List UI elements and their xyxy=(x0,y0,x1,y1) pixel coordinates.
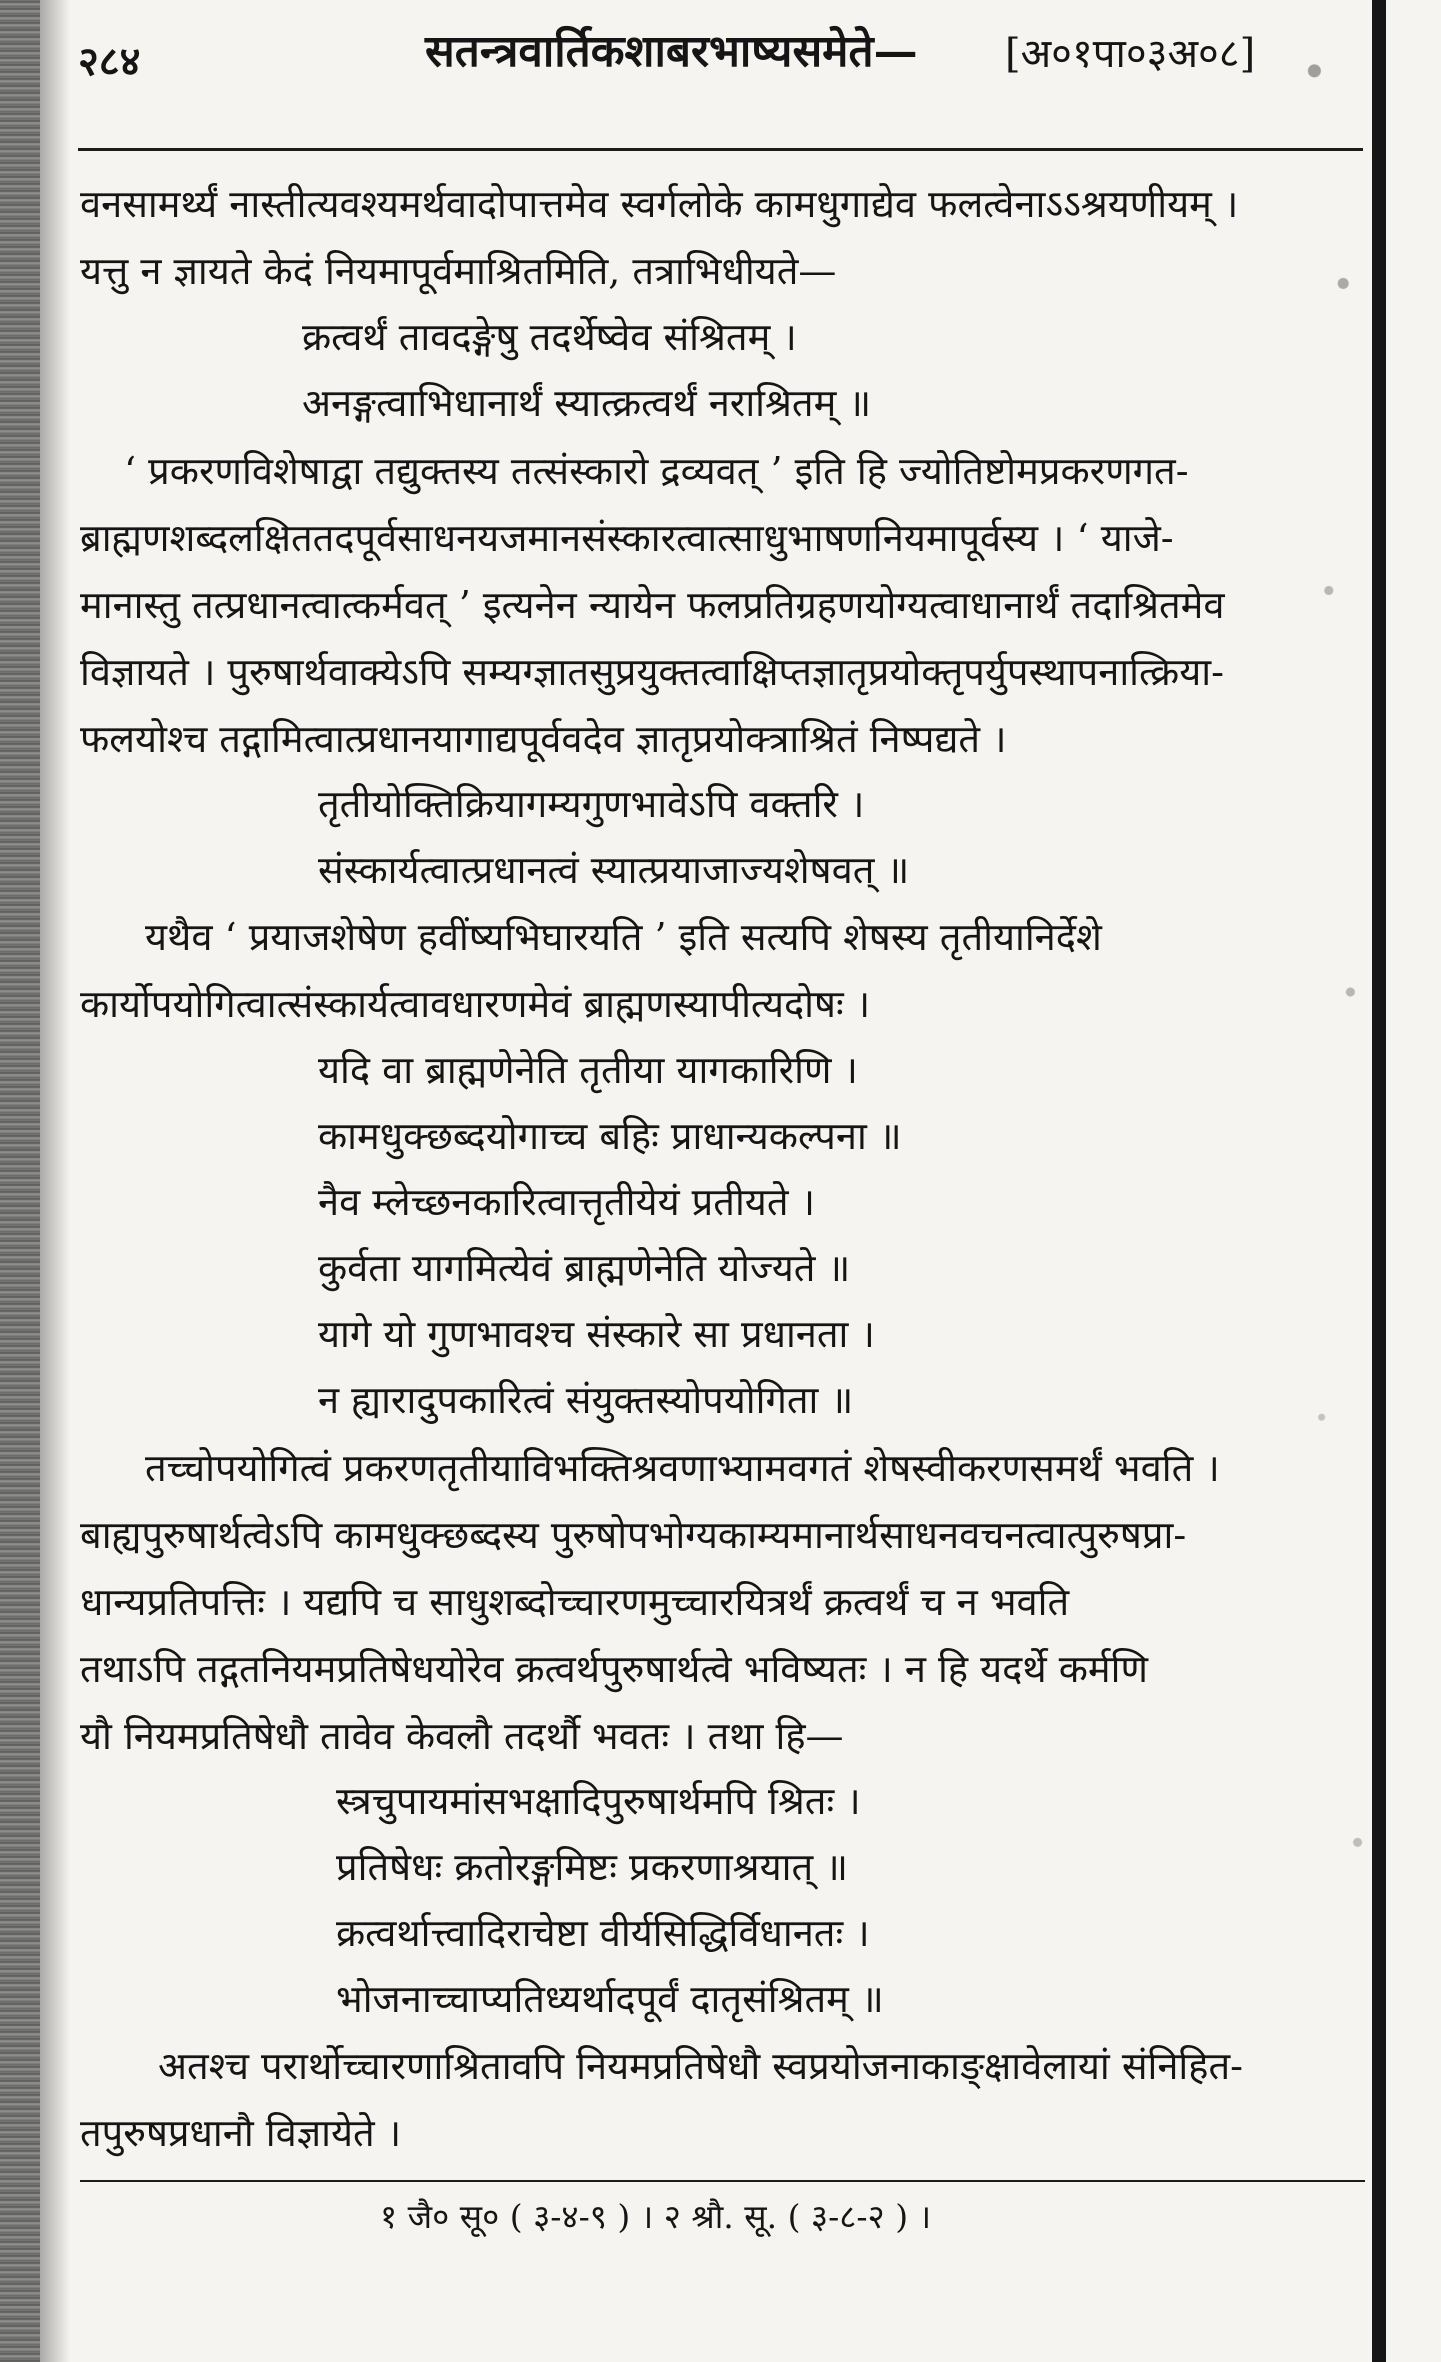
text-line-8: विज्ञायते । पुरुषार्थवाक्येऽपि सम्यग्ज्ञातसुप्रयुक्तत्वाक्षिप्तज्ञातृप्रयोक्तृपर्युपस्थापनात्क्रिया- xyxy=(80,650,1224,694)
text-line-13: कार्योपयोगित्वात्संस्कार्यत्वावधारणमेवं ब्राह्मणस्यापीत्यदोषः । xyxy=(80,982,871,1026)
text-line-22: धान्यप्रतिपत्तिः । यद्यपि च साधुशब्दोच्चारणमुच्चारयित्रर्थं क्रत्वर्थं च न भवति xyxy=(80,1580,1070,1624)
verse-line-14: भोजनाच्चाप्यतिध्यर्थादपूर्वं दातृसंश्रितम् ॥ xyxy=(336,1977,884,2021)
verse-line-5: यदि वा ब्राह्मणेनेति तृतीया यागकारिणि । xyxy=(318,1048,858,1092)
text-line-23: तथाऽपि तद्गतनियमप्रतिषेधयोरेव क्रत्वर्थपुरुषार्थत्वे भविष्यतः । न हि यदर्थे कर्मणि xyxy=(80,1647,1148,1691)
verse-line-13: क्रत्वर्थात्त्वादिराचेष्टा वीर्यसिद्धिर्विधानतः । xyxy=(336,1911,870,1955)
text-line-5: ‘ प्रकरणविशेषाद्वा तद्युक्तस्य तत्संस्कारो द्रव्यवत् ’ इति हि ज्योतिष्टोमप्रकरणगत- xyxy=(124,449,1189,493)
verse-line-6: कामधुक्छब्दयोगाच्च बहिः प्राधान्यकल्पना ॥ xyxy=(318,1114,902,1158)
text-line-20: तच्चोपयोगित्वं प्रकरणतृतीयाविभक्तिश्रवणाभ्यामवगतं शेषस्वीकरणसमर्थं भवति । xyxy=(145,1446,1220,1490)
verse-line-10: न ह्यारादुपकारित्वं संयुक्तस्योपयोगिता ॥ xyxy=(318,1378,854,1422)
verse-line-7: नैव म्लेच्छनकारित्वात्तृतीयेयं प्रतीयते । xyxy=(318,1180,815,1224)
text-line-7: मानास्तु तत्प्रधानत्वात्कर्मवत् ’ इत्यनेन न्यायेन फलप्रतिग्रहणयोग्यत्वाधानार्थं तदाश्रितमेव xyxy=(80,583,1225,627)
binding-shadow-fade xyxy=(40,0,70,2362)
right-page-edge xyxy=(1372,0,1386,2362)
text-line-24: यौ नियमप्रतिषेधौ तावेव केवलौ तदर्थौ भवतः । तथा हि— xyxy=(80,1714,844,1758)
section-reference: [अ०१पा०३अ०८] xyxy=(1005,31,1256,77)
text-line-1: वनसामर्थ्यं नास्तीत्यवश्यमर्थवादोपात्तमेव स्वर्गलोके कामधुगाद्येव फलत्वेनाऽऽश्रयणीयम् । xyxy=(80,182,1239,226)
text-line-12: यथैव ‘ प्रयाजशेषेण हवींष्यभिघारयति ’ इति सत्यपि शेषस्य तृतीयानिर्देशे xyxy=(145,915,1102,959)
verse-line-8: कुर्वता यागमित्येवं ब्राह्मणेनेति योज्यते ॥ xyxy=(318,1246,851,1290)
text-line-21: बाह्यपुरुषार्थत्वेऽपि कामधुक्छब्दस्य पुरुषोपभोग्यकाम्यमानार्थसाधनवचनत्वात्पुरुषप्रा- xyxy=(80,1513,1187,1557)
page-number: २८४ xyxy=(78,38,141,85)
text-line-29: अतश्च परार्थोच्चारणाश्रितावपि नियमप्रतिषेधौ स्वप्रयोजनाकाङ्क्षावेलायां संनिहित- xyxy=(158,2044,1243,2088)
verse-line-11: स्त्रचुपायमांसभक्षादिपुरुषार्थमपि श्रितः । xyxy=(336,1779,861,1823)
verse-line-3: तृतीयोक्तिक्रियागम्यगुणभावेऽपि वक्तरि । xyxy=(318,782,865,826)
footnote: १ जै० सू० ( ३-४-९ ) । २ श्रौ. सू. ( ३-८-२ ) । xyxy=(380,2197,932,2236)
verse-line-4: संस्कार्यत्वात्प्रधानत्वं स्यात्प्रयाजाज्यशेषवत् ॥ xyxy=(318,848,910,892)
text-line-30: तपुरुषप्रधानौ विज्ञायेते । xyxy=(80,2111,402,2155)
header-rule xyxy=(78,148,1363,151)
text-line-9: फलयोश्च तद्गामित्वात्प्रधानयागाद्यपूर्ववदेव ज्ञातृप्रयोक्त्राश्रितं निष्पद्यते । xyxy=(80,717,1007,761)
text-line-6: ब्राह्मणशब्दलक्षिततदपूर्वसाधनयजमानसंस्कारत्वात्साधुभाषणनियमापूर्वस्य । ‘ याजे- xyxy=(80,516,1174,560)
binding-shadow xyxy=(0,0,40,2362)
verse-line-1: क्रत्वर्थं तावदङ्गेषु तदर्थेष्वेव संश्रितम् । xyxy=(302,315,797,359)
verse-line-9: यागे यो गुणभावश्च संस्कारे सा प्रधानता । xyxy=(318,1312,875,1356)
text-line-2: यत्तु न ज्ञायते केदं नियमापूर्वमाश्रितमिति, तत्राभिधीयते— xyxy=(80,249,837,293)
running-title: सतन्त्रवार्तिकशाबरभाष्यसमेते— xyxy=(425,26,918,77)
footnote-rule xyxy=(80,2180,1365,2182)
verse-line-2: अनङ्गत्वाभिधानार्थं स्यात्क्रत्वर्थं नराश्रितम् ॥ xyxy=(302,381,872,425)
right-edge-noise xyxy=(1300,0,1372,2362)
verse-line-12: प्रतिषेधः क्रतोरङ्गमिष्टः प्रकरणाश्रयात् ॥ xyxy=(336,1845,848,1889)
